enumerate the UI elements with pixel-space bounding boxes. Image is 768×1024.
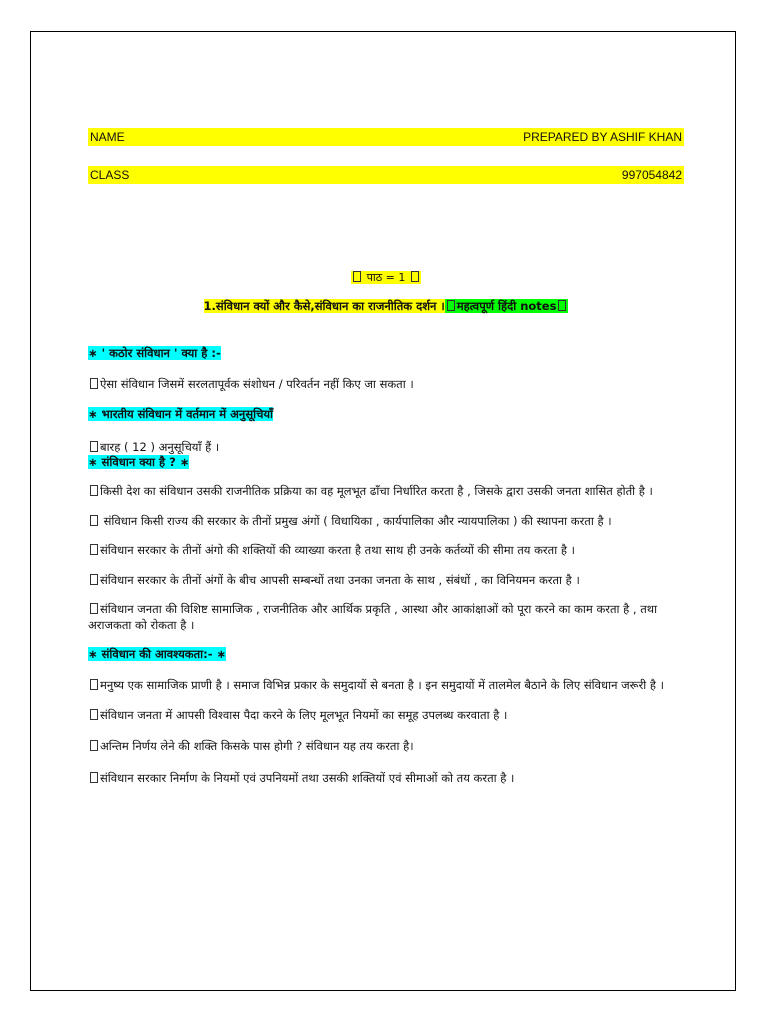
- class-row: [88, 166, 684, 184]
- phone-number: 997054842: [621, 168, 682, 182]
- section-heading-text: ∗ ' कठोर संविधान ' क्या है :-: [88, 346, 221, 360]
- paragraph-text: बारह ( 12 ) अनुसूचियाँ हैं ।: [100, 439, 220, 454]
- paragraph-text: किसी देश का संविधान उसकी राजनीतिक प्रक्रिया का वह मूलभूत ढाँचा निर्धारित करता है , जिसके द्वारा उसकी जनता शासित होती है ।: [100, 484, 653, 498]
- missing-glyph-icon: [90, 574, 98, 585]
- lesson-title: [88, 299, 684, 314]
- name-row: [88, 128, 684, 146]
- missing-glyph-icon: [90, 485, 98, 496]
- paragraph: [88, 771, 684, 787]
- section-heading-need-for-constitution: [88, 647, 684, 662]
- section-heading-schedules: [88, 407, 684, 422]
- paragraph: [88, 708, 684, 724]
- lesson-number: [88, 270, 684, 285]
- paragraph: [88, 484, 684, 500]
- paragraph-text: संविधान जनता की विशिष्ट सामाजिक , राजनीतिक और आर्थिक प्रकृति , आस्था और आकांक्षाओं को पूरा करने का काम करता है , तथा अराजकता को रोकता है ।: [88, 602, 658, 632]
- paragraph-text: ऐसा संविधान जिसमें सरलतापूर्वक संशोधन / परिवर्तन नहीं किए जा सकता ।: [100, 377, 414, 391]
- paragraph-text: अन्तिम निर्णय लेने की शक्ति किसके पास होगी ? संविधान यह तय करता है।: [100, 739, 414, 753]
- paragraph-text: संविधान सरकार के तीनों अंगों के बीच आपसी सम्बन्धों तथा उनका जनता के साथ , संबंधों , का विनियमन करता है ।: [100, 572, 580, 587]
- paragraph: [88, 602, 684, 633]
- lesson-title-main: 1.संविधान क्यों और कैसे,संविधान का राजनीतिक दर्शन ।: [203, 299, 445, 313]
- lesson-label: पाठ = 1: [366, 271, 406, 284]
- lesson-title-tag: महत्वपूर्ण हिंदी notes: [456, 299, 557, 313]
- missing-glyph-icon: [90, 378, 98, 389]
- paragraph-text: संविधान जनता में आपसी विश्वास पैदा करने के लिए मूलभूत नियमों का समूह उपलब्ध करवाता है ।: [100, 707, 508, 722]
- section-heading-text: ∗ संविधान क्या है ? ∗: [88, 455, 190, 469]
- missing-glyph-icon: [90, 679, 98, 690]
- missing-glyph-icon: [90, 441, 98, 452]
- missing-glyph-icon: [447, 300, 455, 311]
- section-heading-text: ∗ भारतीय संविधान में वर्तमान में अनुसूचियाँ: [88, 406, 274, 421]
- missing-glyph-icon: [90, 740, 98, 751]
- paragraph: [88, 678, 684, 694]
- paragraph-text: मनुष्य एक सामाजिक प्राणी है । समाज विभिन्न प्रकार के समुदायों से बनता है । इन समुदायों में तालमेल बैठाने के लिए संविधान जरूरी है ।: [100, 678, 665, 692]
- paragraph: [88, 514, 684, 530]
- paragraph-text: संविधान सरकार निर्माण के नियमों एवं उपनियमों तथा उसकी शक्तियों एवं सीमाओं को तय करता है ।: [100, 770, 515, 785]
- lesson-title-tag-highlight: [445, 299, 569, 313]
- missing-glyph-icon: [558, 300, 566, 311]
- name-label: NAME: [90, 130, 125, 144]
- paragraph: [88, 440, 684, 456]
- missing-glyph-icon: [90, 709, 98, 720]
- paragraph: [88, 543, 684, 559]
- document-content: [88, 128, 684, 786]
- missing-glyph-icon: [90, 772, 98, 783]
- lesson-number-highlight: [351, 271, 421, 284]
- missing-glyph-icon: [90, 515, 98, 526]
- missing-glyph-icon: [411, 271, 419, 282]
- prepared-by: PREPARED BY ASHIF KHAN: [523, 130, 682, 144]
- document-page: [30, 31, 736, 991]
- section-heading-what-is-constitution: [88, 455, 684, 470]
- missing-glyph-icon: [353, 271, 361, 282]
- section-heading-rigid-constitution: [88, 346, 684, 361]
- missing-glyph-icon: [90, 544, 98, 555]
- class-label: CLASS: [90, 168, 130, 182]
- paragraph-text: संविधान सरकार के तीनों अंगो की शक्तियों की व्याख्या करता है तथा साथ ही उनके कर्तव्यों की सीमा तय करता है ।: [100, 543, 575, 557]
- paragraph: [88, 739, 684, 755]
- paragraph: [88, 377, 684, 393]
- paragraph: [88, 573, 684, 589]
- paragraph-text: संविधान किसी राज्य की सरकार के तीनों प्रमुख अंगों ( विधायिका , कार्यपालिका और न्यायपालिका ) की स्थापना करता है ।: [100, 513, 612, 528]
- missing-glyph-icon: [90, 603, 98, 614]
- section-heading-text: ∗ संविधान की आवश्यकता:- ∗: [88, 647, 227, 661]
